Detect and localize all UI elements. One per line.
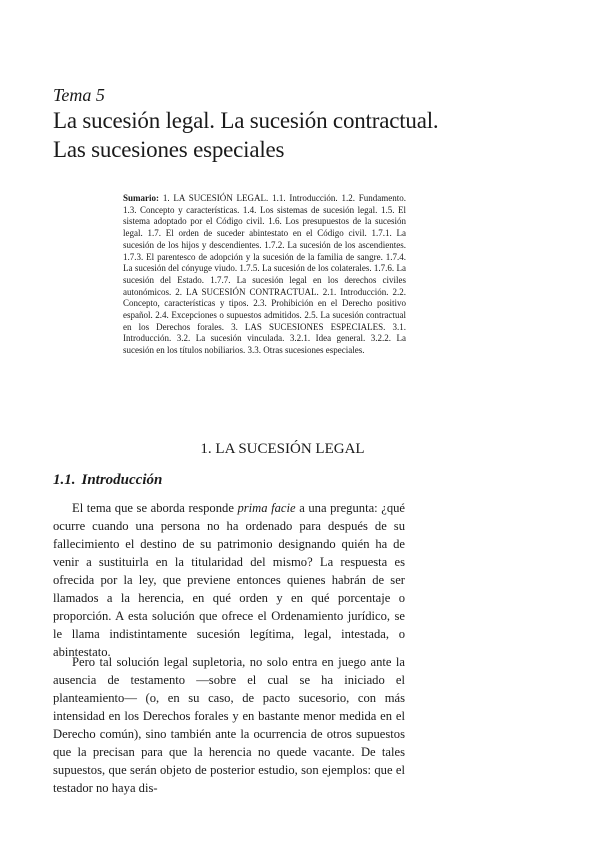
section-heading: 1. LA SUCESIÓN LEGAL: [200, 441, 365, 457]
paragraph-1: [53, 499, 405, 661]
chapter-label: Tema 5: [53, 85, 105, 105]
paragraph-1-rest: a una pregunta: ¿qué ocurre cuando una persona no ha ordenado para después de su fallecimiento el destino de su patrimonio designando quién ha de venir a sustituirla en la titularidad del mismo? La respuesta es ofrecida por la ley, que previene entonces quienes habrán de ser llamados a la herencia, en qué orden y en qué porcentaje o proporción. A esta solución que ofrece el Ordenamiento jurídico, se le llama indistintamente sucesión legítima, legal, intestada, o abintestato.: [53, 501, 405, 659]
paragraph-1-italic: prima facie: [237, 501, 296, 515]
subsection-heading: [53, 470, 162, 490]
subsection-number: 1.1.: [53, 472, 76, 488]
paragraph-1-start: El tema que se aborda responde: [72, 501, 238, 515]
paragraph-2: Pero tal solución legal supletoria, no solo entra en juego ante la ausencia de testamento —sobre el cual se ha iniciado el planteamiento— (o, en su caso, de pacto sucesorio, con más intensidad en los Derechos forales y en bastante menor medida en el Derecho común), sino también ante la ocurrencia de otros supuestos que la precisan para que la herencia no quede vacante. De tales supuestos, que serán objeto de posterior estudio, son ejemplos: que el testador no haya dis-: [53, 655, 405, 795]
summary-text: 1. LA SUCESIÓN LEGAL. 1.1. Introducción. 1.2. Fundamento. 1.3. Concepto y características. 1.4. Los sistemas de sucesión legal. 1.5. El sistema adoptado por el Código civil. 1.6. Los presupuestos de la sucesión legal. 1.7. El orden de suceder abintestato en el Código civil. 1.7.1. La sucesión de los hijos y descendientes. 1.7.2. La sucesión de los ascendientes. 1.7.3. El parentesco de adopción y la sucesión de la familia de sangre. 1.7.4. La sucesión del cónyuge viudo. 1.7.5. La sucesión de los colaterales. 1.7.6. La sucesión del Estado. 1.7.7. La sucesión legal en los derechos civiles autonómicos. 2. LA SUCESIÓN CONTRACTUAL. 2.1. Introducción. 2.2. Concepto, características y tipos. 2.3. Prohibición en el Derecho positivo español. 2.4. Excepciones o supuestos admitidos. 2.5. La sucesión contractual en los Derechos forales. 3. LAS SUCESIONES ESPECIALES. 3.1. Introducción. 3.2. La sucesión vinculada. 3.2.1. Idea general. 3.2.2. La sucesión en los títulos nobiliarios. 3.3. Otras sucesiones especiales.: [123, 193, 407, 356]
chapter-summary: [123, 193, 406, 357]
subsection-title: Introducción: [81, 472, 163, 488]
chapter-title: La sucesión legal. La sucesión contractual. Las sucesiones especiales: [53, 108, 439, 162]
summary-label: Sumario:: [123, 193, 159, 203]
